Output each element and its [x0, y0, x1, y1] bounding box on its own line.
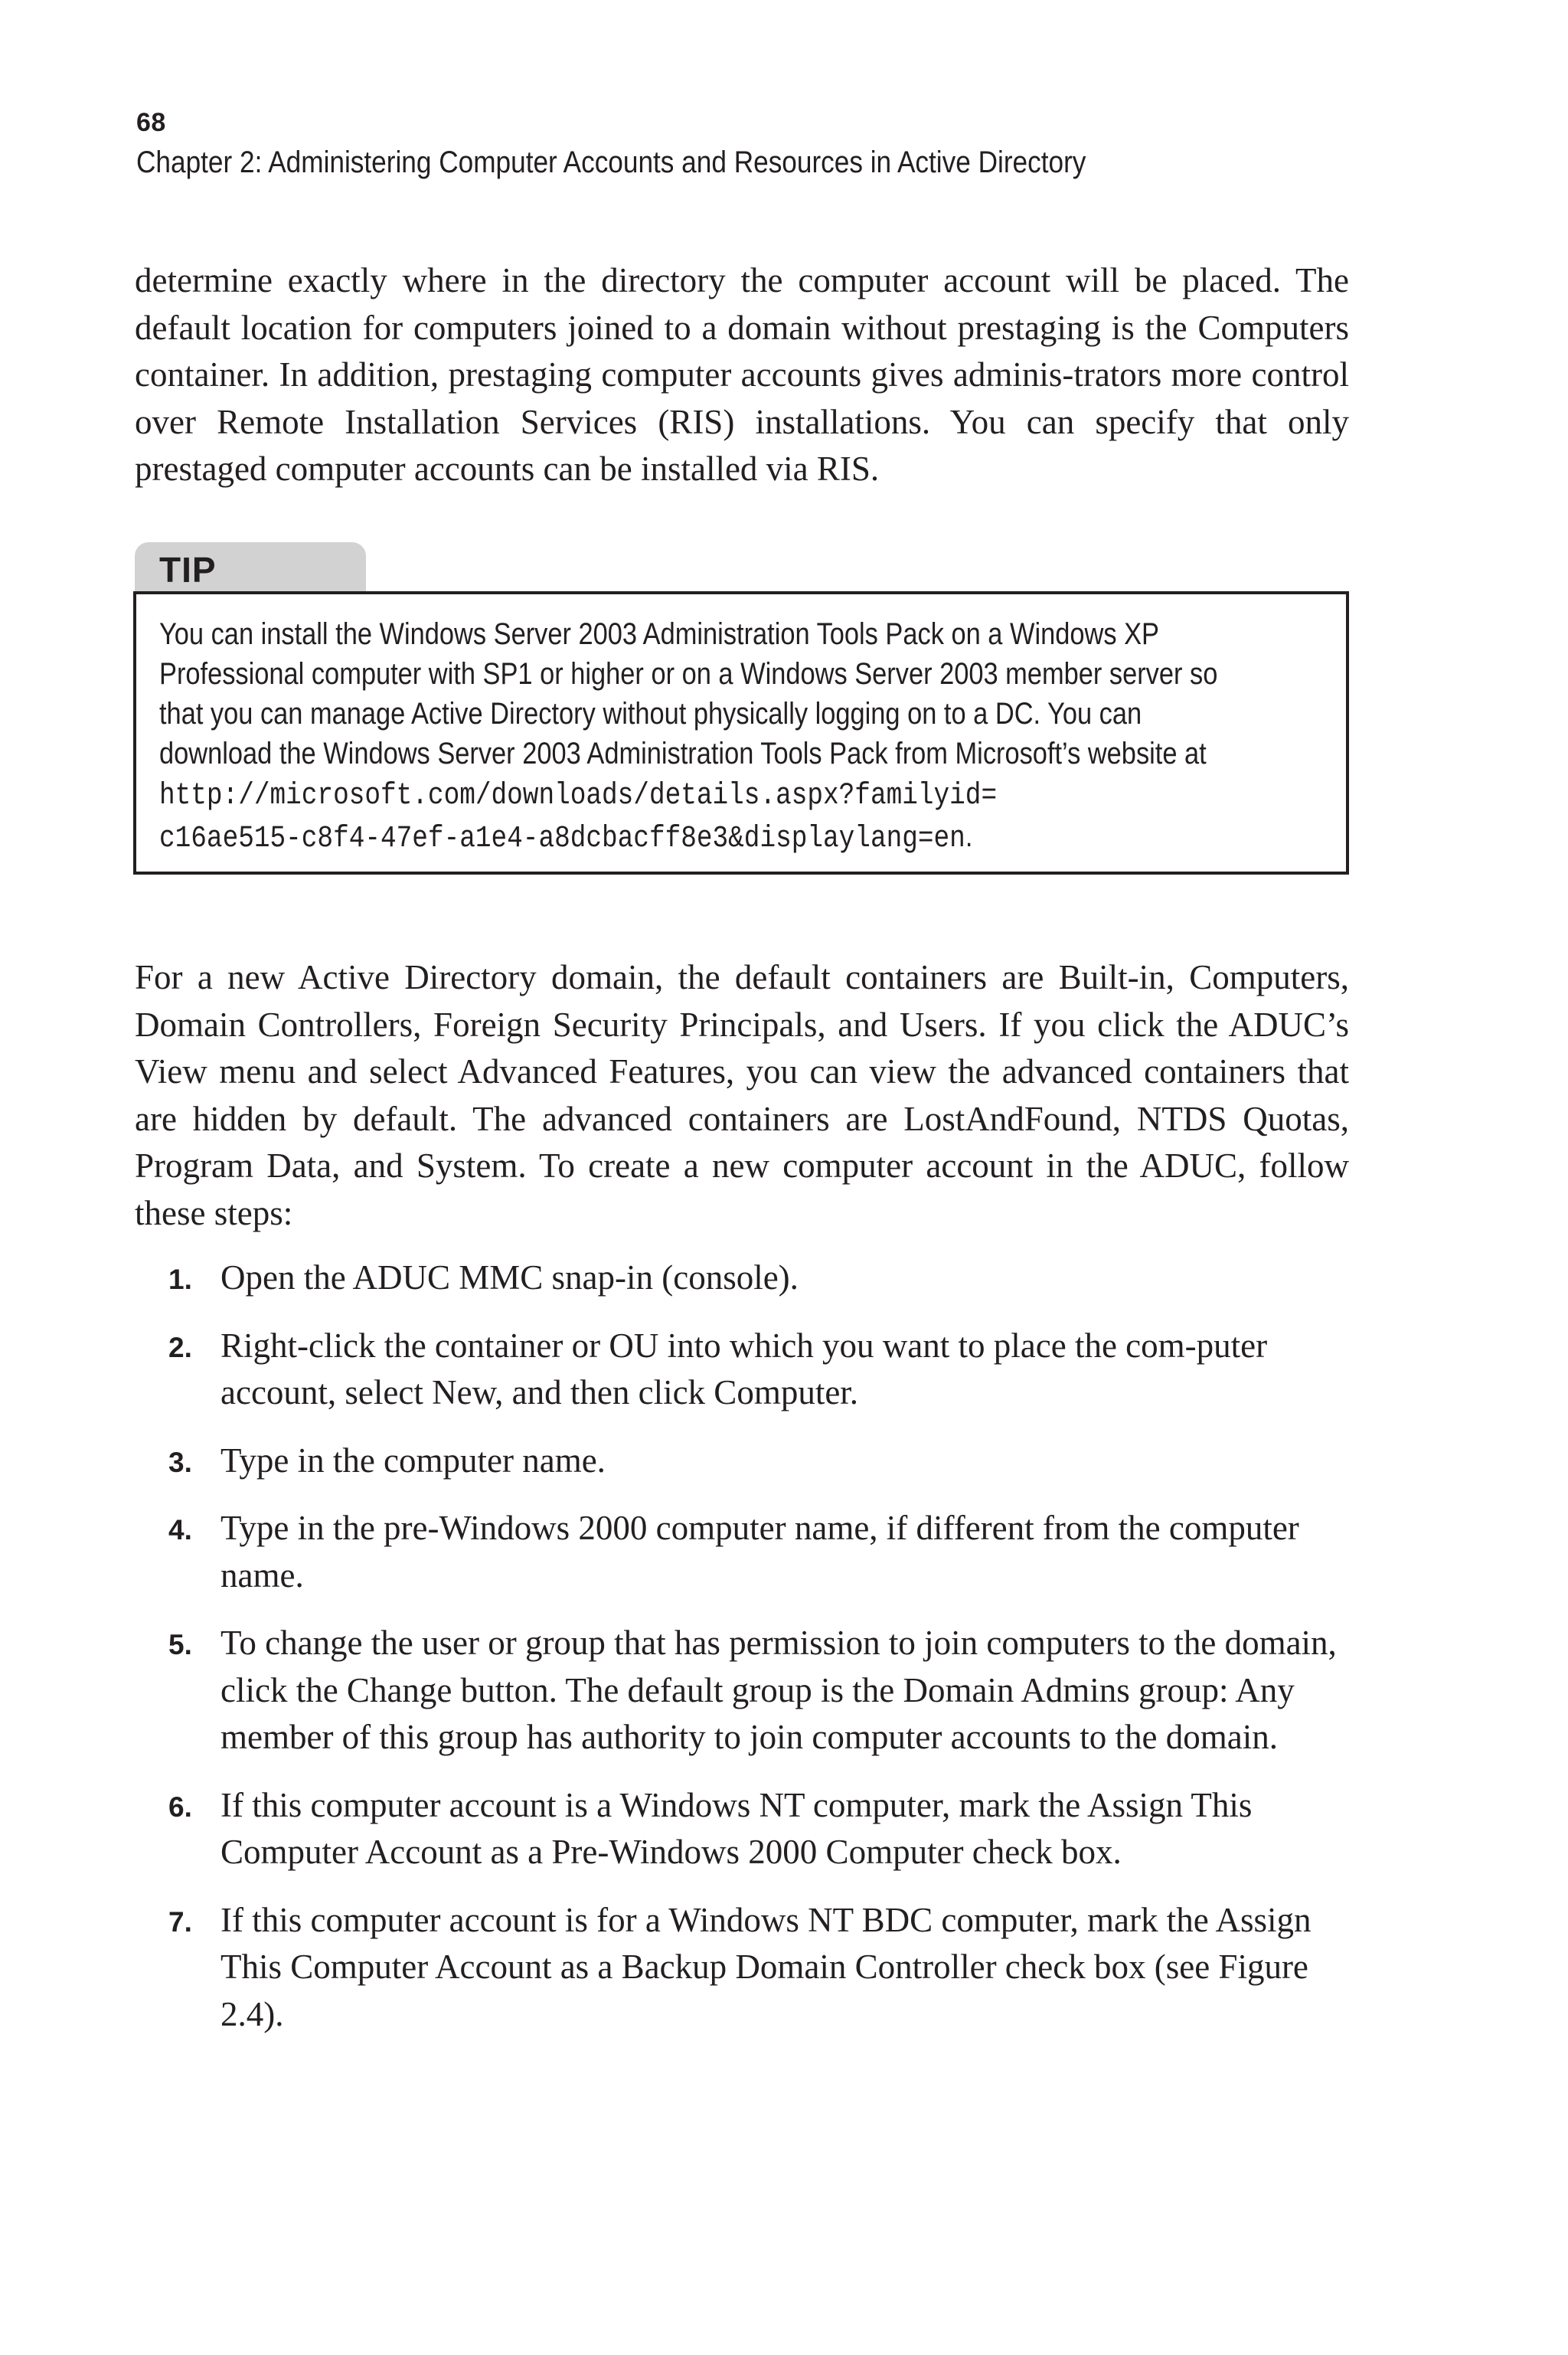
step-text: Open the ADUC MMC snap-in (console).	[220, 1258, 799, 1297]
step-item-4	[161, 1505, 1355, 1599]
tip-text	[159, 614, 1220, 859]
step-number: 3.	[168, 1446, 192, 1478]
step-text: Right-click the container or OU into which you want to place the com-puter account, select New, and then click Computer.	[220, 1326, 1268, 1411]
step-text: Type in the pre-Windows 2000 computer name, if different from the computer name.	[220, 1509, 1299, 1595]
tip-url-line-2: c16ae515-c8f4-47ef-a1e4-a8dcbacff8e3&displaylang=en	[159, 822, 965, 856]
step-item-7	[161, 1897, 1355, 2039]
step-item-5	[161, 1620, 1355, 1761]
tip-box	[133, 591, 1349, 875]
step-text: Type in the computer name.	[220, 1441, 606, 1480]
step-text: If this computer account is for a Windows NT BDC computer, mark the Assign This Computer Account as a Backup Domain Controller check box (see Figure 2.4).	[220, 1900, 1312, 2033]
step-item-3	[161, 1438, 1355, 1485]
steps-list	[161, 1254, 1355, 2059]
tip-url-line-1: http://microsoft.com/downloads/details.aspx?familyid=	[159, 779, 998, 813]
body-paragraph-2: For a new Active Directory domain, the default containers are Built-in, Computers, Domain Controllers, Foreign Security Principals, and Users. If you click the ADUC’s View menu and select Advanced Features, you can view the advanced containers that are hidden by default. The advanced containers are LostAndFound, NTDS Quotas, Program Data, and System. To create a new computer account in the ADUC, follow these steps:	[135, 958, 1349, 1232]
page-number: 68	[136, 108, 166, 137]
tip-label: TIP	[159, 550, 217, 590]
running-head	[136, 106, 1438, 182]
step-number: 4.	[168, 1514, 192, 1545]
step-number: 1.	[168, 1264, 192, 1295]
step-number: 6.	[168, 1791, 192, 1823]
step-text: If this computer account is a Windows NT computer, mark the Assign This Computer Account as a Pre-Windows 2000 Computer check box.	[220, 1785, 1253, 1871]
tip-text-end: .	[965, 819, 973, 853]
step-item-1	[161, 1254, 1355, 1302]
step-number: 2.	[168, 1331, 192, 1363]
step-item-2	[161, 1323, 1355, 1417]
chapter-title: Chapter 2: Administering Computer Accounts and Resources in Active Directory	[136, 146, 1086, 179]
tip-text-body: You can install the Windows Server 2003 Administration Tools Pack on a Windows XP Professional computer with SP1 or higher or on a Windows Server 2003 member server so that you can manage Active Directory without physically logging on to a DC. You can download the Windows Server 2003 Administration Tools Pack from Microsoft’s website at	[159, 617, 1218, 770]
tip-tab	[135, 542, 366, 594]
step-number: 5.	[168, 1629, 192, 1660]
step-item-6	[161, 1782, 1355, 1876]
step-number: 7.	[168, 1905, 192, 1938]
step-text: To change the user or group that has permission to join computers to the domain, click the Change button. The default group is the Domain Admins group: Any member of this group has authority to join computer accounts to the domain.	[220, 1624, 1337, 1756]
body-paragraph-1: determine exactly where in the directory the computer account will be placed. The default location for computers joined to a domain without prestaging is the Computers container. In addition, prestaging computer accounts gives adminis-trators more control over Remote Installation Services (RIS) installations. You can specify that only prestaged computer accounts can be installed via RIS.	[135, 261, 1349, 488]
